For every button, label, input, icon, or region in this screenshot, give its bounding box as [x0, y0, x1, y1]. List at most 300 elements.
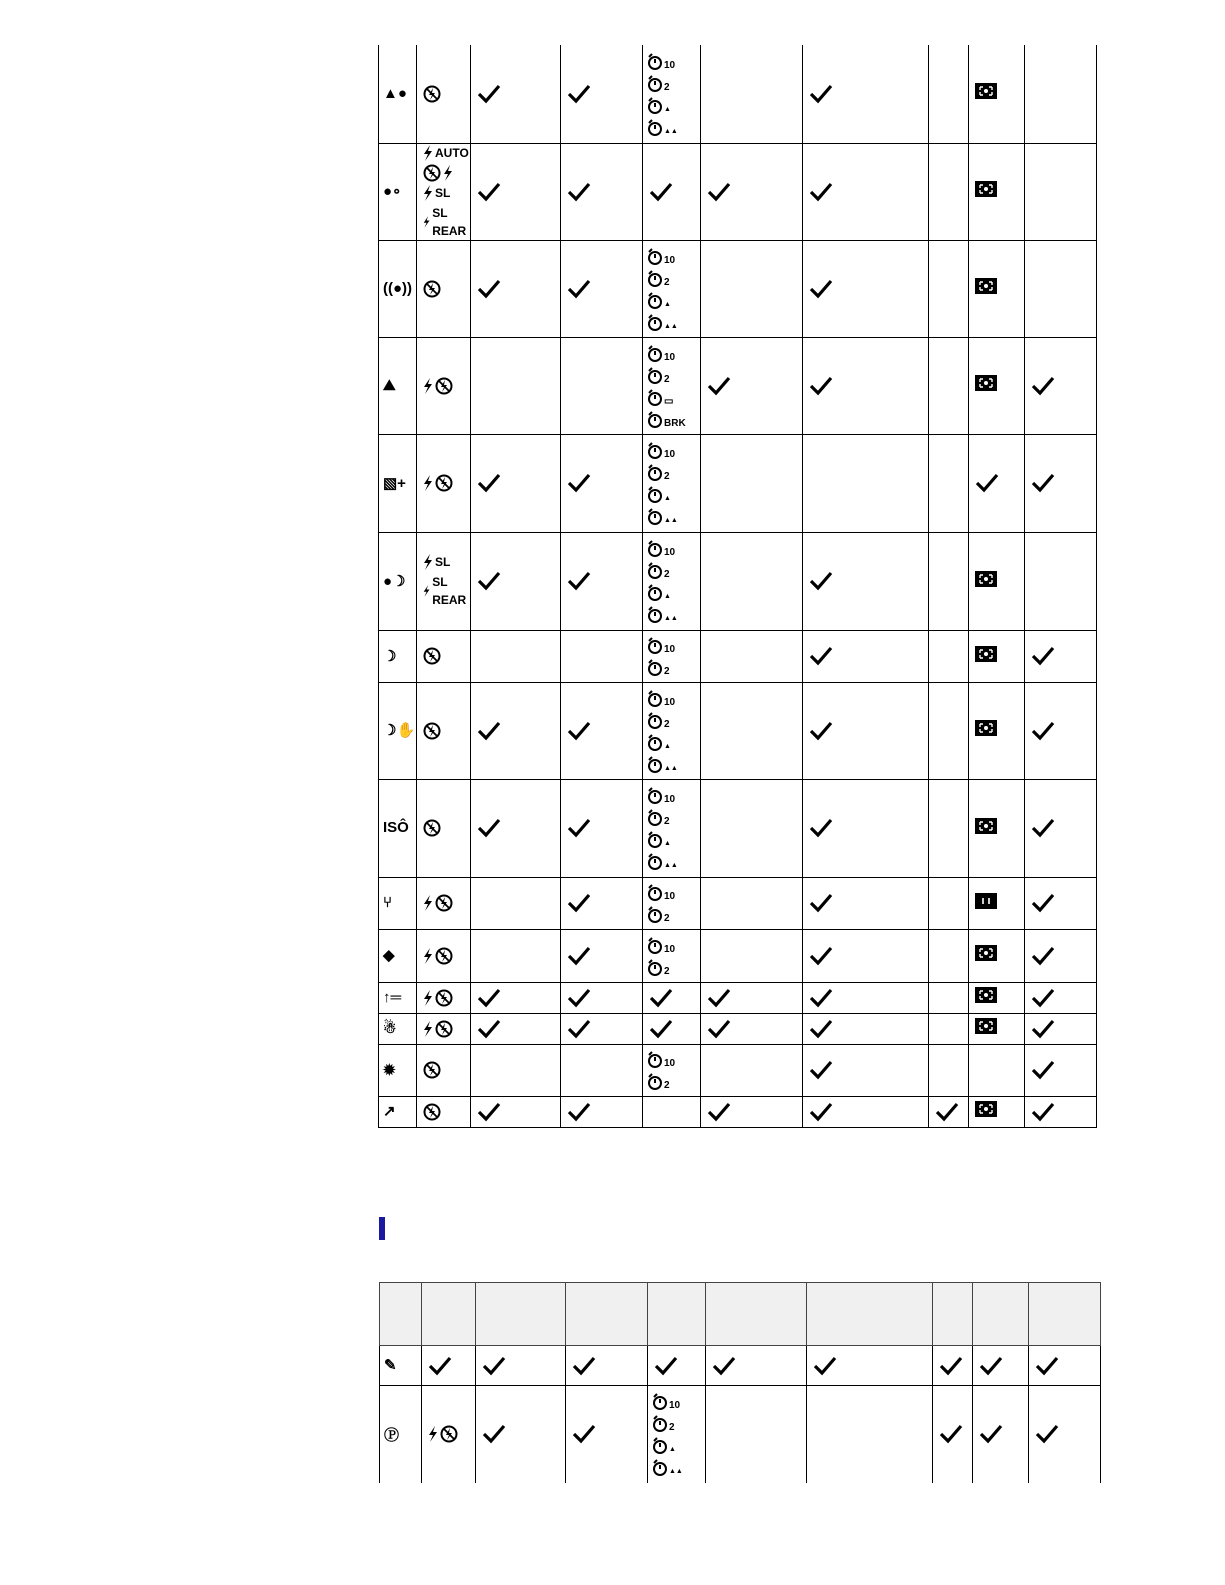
scene-cell — [379, 877, 417, 929]
flash-off-icon — [440, 1425, 458, 1443]
cell — [561, 337, 643, 434]
check-icon — [649, 182, 673, 202]
self-timer-icon — [647, 343, 700, 363]
scene-cell — [380, 1386, 422, 1483]
check-icon — [809, 182, 833, 202]
cell — [1025, 143, 1097, 240]
cell — [471, 1096, 561, 1127]
cell — [471, 45, 561, 143]
cell — [929, 929, 969, 982]
cell — [561, 1013, 643, 1044]
flash-icon — [423, 185, 433, 201]
check-icon — [649, 1019, 673, 1039]
table-row — [379, 1013, 1097, 1044]
focus-area-cell — [969, 982, 1025, 1013]
gourmet-icon: ⑂ — [383, 894, 393, 911]
timer-value: 10 — [664, 644, 676, 655]
flash-cell — [417, 877, 471, 929]
flash-icon — [428, 1426, 438, 1442]
flash-off-icon — [435, 377, 453, 395]
flash-mode-label: SL — [435, 185, 451, 200]
flash-cell — [417, 682, 471, 779]
self-timer-cell — [643, 877, 701, 929]
hand-held-twilight-icon: ☽✋ — [383, 722, 416, 739]
cell — [471, 240, 561, 337]
check-icon — [567, 721, 591, 741]
self-timer-cell — [648, 1386, 706, 1483]
flash-modes — [417, 85, 470, 103]
cell — [803, 1096, 929, 1127]
cell — [803, 682, 929, 779]
landscape-portrait-icon: ▲● — [383, 84, 407, 102]
center-af-icon — [975, 893, 997, 909]
self-timer-icon — [647, 268, 700, 288]
self-timer-list — [643, 246, 700, 332]
wide-af-icon — [975, 181, 997, 197]
timer-dial-icon — [647, 508, 663, 526]
section-marker — [379, 1217, 385, 1240]
check-icon — [1035, 1356, 1059, 1376]
self-timer-list — [643, 688, 700, 774]
table-row — [380, 1346, 1101, 1386]
self-timer-cell — [643, 929, 701, 982]
timer-value: 10 — [664, 1058, 676, 1069]
flash-off-icon — [423, 647, 441, 665]
cell — [929, 682, 969, 779]
check-icon — [572, 1424, 596, 1444]
smile-timer-suffix: ▲ — [669, 1446, 676, 1454]
timer-dial-icon — [647, 389, 663, 407]
cell — [803, 877, 929, 929]
cell — [561, 240, 643, 337]
cell — [1025, 434, 1097, 532]
timer-value: 2 — [664, 471, 670, 482]
self-timer-list — [648, 1391, 705, 1477]
flash-off-icon — [423, 1103, 441, 1121]
scene-cell — [379, 929, 417, 982]
flash-mode-item — [423, 144, 470, 162]
cell — [701, 143, 803, 240]
timer-value: 2 — [664, 965, 670, 977]
flash-mode-item — [423, 1103, 470, 1121]
timer-dial-icon — [647, 756, 663, 774]
check-icon — [567, 84, 591, 104]
self-timer-list — [643, 785, 700, 871]
cell — [1025, 929, 1097, 982]
cell — [471, 929, 561, 982]
flash-icon — [423, 990, 433, 1006]
check-icon — [707, 1102, 731, 1122]
check-icon — [477, 1102, 501, 1122]
check-icon — [707, 376, 731, 396]
flash-mode-item — [423, 989, 470, 1007]
flash-mode-item — [423, 647, 470, 665]
cell — [803, 240, 929, 337]
snow-icon: ☃ — [383, 1020, 397, 1037]
timer-dial-icon — [652, 1393, 668, 1411]
check-icon — [1035, 1424, 1059, 1444]
scene-cell — [379, 1096, 417, 1127]
self-timer-list — [643, 635, 700, 677]
check-icon — [939, 1424, 963, 1444]
self-timer-list — [643, 440, 700, 526]
check-icon — [809, 946, 833, 966]
table-row — [379, 240, 1097, 337]
flash-cell — [422, 1386, 476, 1483]
timer-dial-icon — [647, 712, 663, 730]
cell — [807, 1346, 933, 1386]
cell — [471, 434, 561, 532]
table-row — [379, 1096, 1097, 1127]
self-timer-cell — [643, 682, 701, 779]
self-timer-icon — [647, 754, 700, 774]
picture-effect-off-icon: ✎ — [384, 1357, 397, 1374]
check-icon — [707, 182, 731, 202]
self-timer-icon — [647, 957, 700, 977]
check-icon — [809, 571, 833, 591]
self-timer-list — [643, 51, 700, 137]
group-timer-suffix: ▲▲ — [664, 615, 678, 622]
self-timer-icon — [647, 290, 700, 310]
cell — [973, 1386, 1029, 1483]
flash-icon — [423, 948, 433, 964]
group-timer-suffix: ▲▲ — [664, 517, 678, 524]
focus-area-cell — [969, 1013, 1025, 1044]
flash-mode-item — [423, 553, 470, 571]
timer-dial-icon — [647, 367, 663, 385]
check-icon — [809, 646, 833, 666]
cell — [476, 1346, 566, 1386]
wide-af-icon — [975, 1101, 997, 1117]
flash-cell — [417, 143, 471, 240]
timer-dial-icon — [652, 1415, 668, 1433]
self-timer-icon — [647, 604, 700, 624]
check-icon — [979, 1424, 1003, 1444]
self-timer-icon — [647, 51, 700, 71]
check-icon — [477, 473, 501, 493]
self-timer-icon — [647, 882, 700, 902]
focus-area-cell — [969, 240, 1025, 337]
wide-af-icon — [975, 720, 997, 736]
check-icon — [809, 1060, 833, 1080]
flash-mode-item — [423, 1020, 470, 1038]
group-timer-suffix: ▲▲ — [664, 862, 678, 869]
cell — [1025, 1013, 1097, 1044]
cell — [701, 929, 803, 982]
self-timer-icon — [647, 538, 700, 558]
cell — [929, 434, 969, 532]
check-icon — [809, 893, 833, 913]
self-timer-cell — [643, 1096, 701, 1127]
beach-icon: ↑═ — [383, 988, 402, 1006]
group-timer-suffix: ▲▲ — [664, 322, 678, 330]
timer-value: 10 — [664, 943, 676, 955]
check-icon — [482, 1424, 506, 1444]
check-icon — [567, 893, 591, 913]
flash-off-icon — [435, 1020, 453, 1038]
check-icon — [477, 279, 501, 299]
cell — [561, 779, 643, 877]
flash-cell — [417, 1096, 471, 1127]
wide-af-icon — [975, 945, 997, 961]
flash-cell — [417, 929, 471, 982]
table-row — [379, 1044, 1097, 1096]
self-timer-icon — [652, 1413, 705, 1433]
check-icon — [477, 571, 501, 591]
table-row — [380, 1386, 1101, 1483]
focus-area-cell — [969, 682, 1025, 779]
check-icon — [712, 1356, 736, 1376]
flash-mode-item — [423, 204, 470, 240]
flash-mode-item — [423, 474, 470, 492]
flash-cell — [417, 1013, 471, 1044]
self-timer-icon — [647, 440, 700, 460]
cell — [929, 630, 969, 682]
scene-cell — [379, 682, 417, 779]
header-cell — [933, 1283, 973, 1346]
self-timer-icon — [647, 484, 700, 504]
flash-icon — [423, 378, 433, 394]
cell — [471, 1013, 561, 1044]
cell — [701, 434, 803, 532]
focus-area-cell — [969, 1096, 1025, 1127]
picture-effect-compatibility-table — [379, 1282, 1101, 1483]
flash-off-icon — [435, 474, 453, 492]
wide-af-icon — [975, 571, 997, 587]
header-cell — [566, 1283, 648, 1346]
timer-dial-icon — [652, 1437, 668, 1455]
focus-area-cell — [969, 434, 1025, 532]
wide-af-icon — [975, 818, 997, 834]
timer-dial-icon — [647, 540, 663, 558]
timer-dial-icon — [647, 486, 663, 504]
group-timer-suffix: ▲▲ — [664, 764, 678, 772]
check-icon — [809, 279, 833, 299]
check-icon — [567, 946, 591, 966]
cell — [933, 1346, 973, 1386]
flash-icon — [423, 583, 430, 599]
check-icon — [477, 988, 501, 1008]
check-icon — [567, 473, 591, 493]
timer-dial-icon — [647, 606, 663, 624]
flash-modes — [417, 377, 470, 395]
self-timer-icon — [647, 829, 700, 849]
cell — [929, 240, 969, 337]
self-timer-icon — [647, 365, 700, 385]
cell — [1025, 240, 1097, 337]
cell — [561, 929, 643, 982]
flash-modes — [417, 144, 470, 240]
cell — [929, 877, 969, 929]
table-row — [379, 143, 1097, 240]
check-icon — [809, 1019, 833, 1039]
focus-area-cell — [969, 337, 1025, 434]
cell — [701, 1096, 803, 1127]
timer-dial-icon — [647, 1073, 663, 1091]
cell — [803, 982, 929, 1013]
header-cell — [706, 1283, 807, 1346]
flash-off-icon — [435, 989, 453, 1007]
self-timer-icon — [647, 732, 700, 752]
cell — [929, 45, 969, 143]
self-timer-icon — [647, 506, 700, 526]
scene-cell — [379, 982, 417, 1013]
flash-cell — [417, 434, 471, 532]
table-row — [379, 877, 1097, 929]
cell — [929, 779, 969, 877]
flash-mode-item — [423, 894, 470, 912]
smile-timer-suffix: ▲ — [664, 105, 671, 113]
night-scene-icon: ☽ — [383, 647, 397, 665]
cell — [471, 779, 561, 877]
cell — [471, 682, 561, 779]
cell — [929, 337, 969, 434]
timer-value: 2 — [669, 1422, 675, 1434]
self-timer-list — [643, 935, 700, 977]
timer-dial-icon — [647, 809, 663, 827]
timer-dial-icon — [647, 787, 663, 805]
flash-icon — [423, 554, 433, 570]
flash-mode-label: AUTO — [435, 145, 469, 160]
cell — [933, 1386, 973, 1483]
pet-icon: ◆ — [383, 947, 395, 964]
focus-area-cell — [969, 1044, 1025, 1096]
flash-icon — [423, 145, 433, 161]
focus-area-cell — [969, 779, 1025, 877]
scene-cell — [379, 45, 417, 143]
cell — [561, 532, 643, 630]
timer-dial-icon — [647, 959, 663, 977]
flash-modes — [417, 894, 470, 912]
flash-cell — [417, 337, 471, 434]
timer-dial-icon — [647, 97, 663, 115]
cell — [803, 779, 929, 877]
timer-value: 2 — [664, 1080, 670, 1091]
timer-dial-icon — [647, 1051, 663, 1069]
self-timer-list — [643, 343, 700, 429]
flash-mode-item — [423, 377, 470, 395]
self-timer-icon — [647, 387, 700, 407]
check-icon — [567, 818, 591, 838]
cell — [471, 982, 561, 1013]
scene-cell — [379, 434, 417, 532]
cell — [471, 337, 561, 434]
timer-dial-icon — [647, 292, 663, 310]
self-timer-icon — [647, 935, 700, 955]
cell — [706, 1346, 807, 1386]
cell — [1025, 682, 1097, 779]
cell — [561, 982, 643, 1013]
flash-off-icon — [435, 894, 453, 912]
self-timer-icon — [647, 635, 700, 655]
cell — [701, 240, 803, 337]
timer-value: BRK — [664, 417, 686, 429]
cell — [929, 1096, 969, 1127]
flash-mode-item — [423, 1061, 470, 1079]
focus-area-cell — [969, 877, 1025, 929]
cell — [701, 1013, 803, 1044]
flash-cell — [417, 1044, 471, 1096]
flash-mode-item — [423, 164, 470, 182]
check-icon — [572, 1356, 596, 1376]
cell — [701, 630, 803, 682]
self-timer-icon — [647, 73, 700, 93]
focus-area-cell — [969, 929, 1025, 982]
check-icon — [809, 1102, 833, 1122]
cell — [471, 143, 561, 240]
wide-af-icon — [975, 278, 997, 294]
check-icon — [707, 988, 731, 1008]
check-icon — [809, 721, 833, 741]
cell — [803, 929, 929, 982]
cell — [701, 877, 803, 929]
flash-modes — [417, 553, 470, 609]
flash-mode-item — [423, 280, 470, 298]
flash-off-icon — [423, 819, 441, 837]
flash-modes — [417, 1103, 470, 1121]
self-timer-icon — [652, 1391, 705, 1411]
check-icon — [654, 1356, 678, 1376]
cell — [1025, 877, 1097, 929]
self-timer-list — [643, 1049, 700, 1091]
timer-dial-icon — [647, 659, 663, 677]
wide-af-icon — [975, 1018, 997, 1034]
scene-cell — [380, 1346, 422, 1386]
cell — [476, 1386, 566, 1483]
timer-value: 10 — [664, 449, 676, 460]
self-timer-icon — [647, 409, 700, 429]
cell — [1025, 779, 1097, 877]
fireworks-icon: ✹ — [383, 1061, 396, 1079]
cell — [701, 532, 803, 630]
wide-af-icon — [975, 987, 997, 1003]
self-timer-cell — [643, 532, 701, 630]
check-icon — [1031, 646, 1055, 666]
cell — [566, 1346, 648, 1386]
flash-mode-label: SL — [435, 555, 451, 569]
cell — [471, 630, 561, 682]
flash-mode-item — [428, 1425, 475, 1443]
focus-area-cell — [969, 532, 1025, 630]
self-timer-icon — [647, 312, 700, 332]
flash-icon — [423, 895, 433, 911]
check-icon — [428, 1356, 452, 1376]
flash-off-icon — [423, 1061, 441, 1079]
cell — [807, 1386, 933, 1483]
timer-dial-icon — [647, 270, 663, 288]
timer-dial-icon — [647, 464, 663, 482]
flash-mode-item — [423, 573, 470, 609]
flash-mode-item — [423, 819, 470, 837]
self-timer-icon — [652, 1435, 705, 1455]
continuous-timer-suffix: ▭ — [664, 395, 674, 407]
self-timer-icon — [647, 560, 700, 580]
self-timer-icon — [647, 462, 700, 482]
timer-dial-icon — [647, 584, 663, 602]
self-timer-icon — [647, 95, 700, 115]
table-row — [379, 532, 1097, 630]
timer-dial-icon — [647, 906, 663, 924]
flash-off-icon — [423, 85, 441, 103]
advanced-sports-icon: ↗ — [383, 1103, 396, 1120]
focus-area-cell — [969, 143, 1025, 240]
timer-value: 2 — [664, 913, 670, 924]
self-timer-cell — [643, 1044, 701, 1096]
check-icon — [975, 473, 999, 493]
self-timer-icon — [647, 807, 700, 827]
timer-dial-icon — [647, 937, 663, 955]
cell — [803, 337, 929, 434]
